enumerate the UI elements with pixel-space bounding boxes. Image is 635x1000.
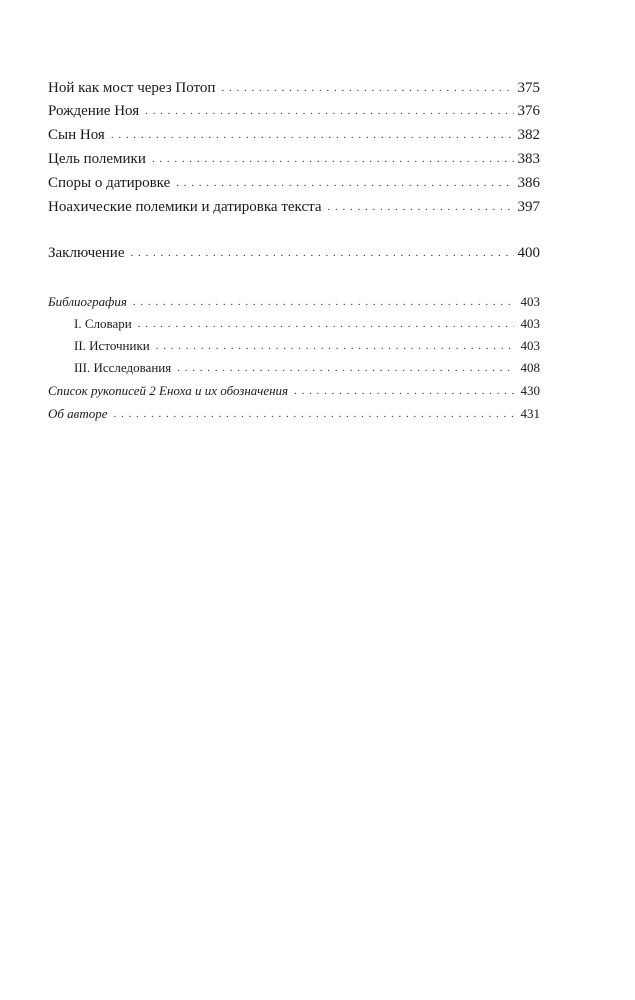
toc-entry-title: Ной как мост через Потоп	[48, 80, 216, 96]
dot-leader	[221, 82, 514, 94]
toc-entry-page: 403	[520, 294, 540, 309]
toc-entry-page: 376	[517, 103, 540, 119]
toc-entry-about-author	[48, 406, 540, 422]
toc-entry-page: 382	[517, 127, 540, 143]
toc-entry-sources	[48, 338, 540, 354]
dot-leader	[113, 408, 514, 420]
toc-entry-birth-of-noah	[48, 103, 540, 120]
toc-entry-page: 403	[520, 316, 540, 331]
dot-leader	[176, 177, 514, 189]
dot-leader	[152, 153, 514, 165]
toc-entry-page: 375	[517, 80, 540, 96]
toc-entry-page: 383	[517, 151, 540, 167]
toc-entry-title: Цель полемики	[48, 151, 146, 167]
toc-entry-title: Список рукописей 2 Еноха и их обозначения	[48, 383, 289, 398]
toc-entry-title: Об авторе	[48, 406, 108, 421]
toc-entry-bibliography	[48, 294, 540, 310]
toc-entry-title: Рождение Ноя	[48, 103, 140, 119]
dot-leader	[145, 105, 514, 117]
toc-entry-title: Сын Ноя	[48, 127, 105, 143]
toc-entry-title: Споры о датировке	[48, 175, 171, 191]
toc-entry-title: II. Источники	[74, 338, 150, 353]
toc-entry-title: Библиография	[48, 294, 127, 309]
toc-entry-page: 386	[517, 175, 540, 191]
dot-leader	[111, 129, 514, 141]
toc-entry-conclusion	[48, 245, 540, 262]
toc-entry-page: 400	[517, 245, 540, 261]
dot-leader	[177, 362, 514, 374]
toc-entry-son-of-noah	[48, 127, 540, 144]
toc-entry-polemic-purpose	[48, 151, 540, 168]
toc-entry-title: I. Словари	[74, 316, 132, 331]
dot-leader	[156, 340, 514, 352]
dot-leader	[328, 201, 514, 213]
toc-entry-page: 403	[520, 338, 540, 353]
toc-entry-title: Заключение	[48, 245, 125, 261]
toc-entry-page: 408	[520, 360, 540, 375]
toc-entry-page: 430	[520, 383, 540, 398]
toc-entry-noachic-polemics	[48, 199, 540, 216]
dot-leader	[294, 385, 514, 397]
toc-entry-title: Ноахические полемики и датировка текста	[48, 199, 322, 215]
toc-entry-noah-bridge	[48, 80, 540, 97]
dot-leader	[133, 296, 514, 308]
dot-leader	[138, 318, 514, 330]
toc-entry-dictionaries	[48, 316, 540, 332]
toc-entry-manuscripts-list	[48, 383, 540, 399]
toc-entry-dating-disputes	[48, 175, 540, 192]
toc-entry-page: 397	[517, 199, 540, 215]
dot-leader	[131, 247, 515, 259]
toc-entry-title: III. Исследования	[74, 360, 172, 375]
toc-entry-page: 431	[520, 406, 540, 421]
toc-entry-studies	[48, 360, 540, 376]
